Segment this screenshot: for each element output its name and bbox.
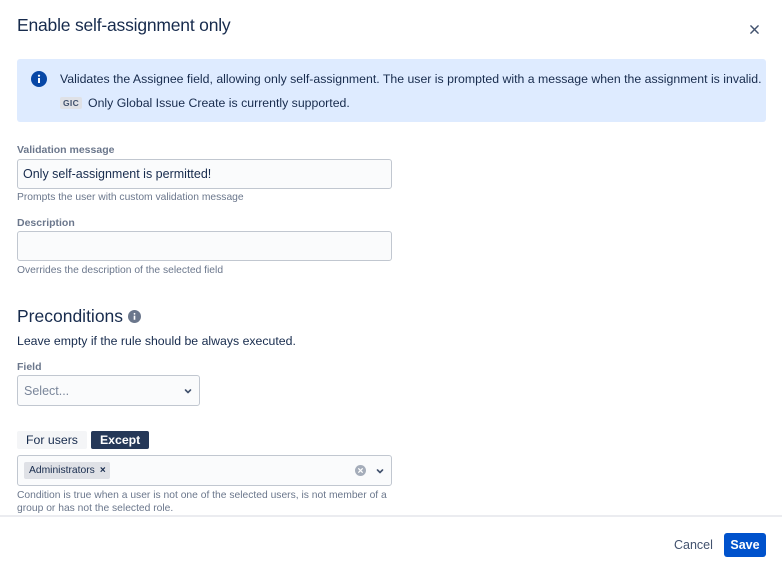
close-button[interactable] (746, 21, 762, 37)
info-banner (17, 59, 766, 122)
save-button[interactable]: Save (724, 533, 766, 557)
preconditions-title: Preconditions (17, 306, 124, 326)
close-icon (750, 25, 759, 34)
users-multi-select[interactable] (17, 455, 392, 486)
toggle-for-users[interactable]: For users (17, 431, 87, 449)
chevron-down-icon (183, 386, 193, 396)
info-icon (31, 71, 47, 87)
cancel-button[interactable]: Cancel (666, 533, 721, 557)
footer-divider (0, 515, 782, 517)
user-mode-toggle (17, 431, 153, 449)
dialog-title: Enable self-assignment only (17, 15, 231, 35)
clear-icon[interactable] (355, 465, 366, 476)
chip-label: Administrators (29, 465, 95, 476)
field-select[interactable] (17, 375, 200, 406)
field-select-placeholder: Select... (24, 383, 70, 398)
chip-remove-icon[interactable]: × (99, 465, 106, 476)
description-label: Description (17, 217, 75, 229)
validation-message-helper: Prompts the user with custom validation message (17, 192, 244, 203)
validation-message-label: Validation message (17, 144, 115, 156)
info-icon[interactable] (128, 310, 141, 323)
info-banner-subtext-label: Only Global Issue Create is currently supported. (88, 96, 350, 110)
preconditions-description: Leave empty if the rule should be always executed. (17, 334, 296, 348)
info-banner-text: Validates the Assignee field, allowing only self-assignment. The user is prompted with a message when the assignment is invalid. (60, 72, 762, 86)
description-input[interactable] (17, 231, 392, 261)
description-helper: Overrides the description of the selected field (17, 265, 224, 276)
info-banner-subtext (60, 96, 350, 110)
gic-badge: GIC (60, 97, 82, 109)
validation-message-input[interactable] (17, 159, 392, 189)
preconditions-helper: Condition is true when a user is not one of the selected users, is not member of a group or has not the selected role. (17, 490, 387, 514)
preconditions-heading (17, 306, 141, 327)
multi-select-controls (355, 465, 385, 476)
selected-chip (24, 462, 110, 479)
chevron-down-icon[interactable] (375, 466, 385, 476)
toggle-except[interactable]: Except (91, 431, 149, 449)
field-label: Field (17, 361, 42, 373)
